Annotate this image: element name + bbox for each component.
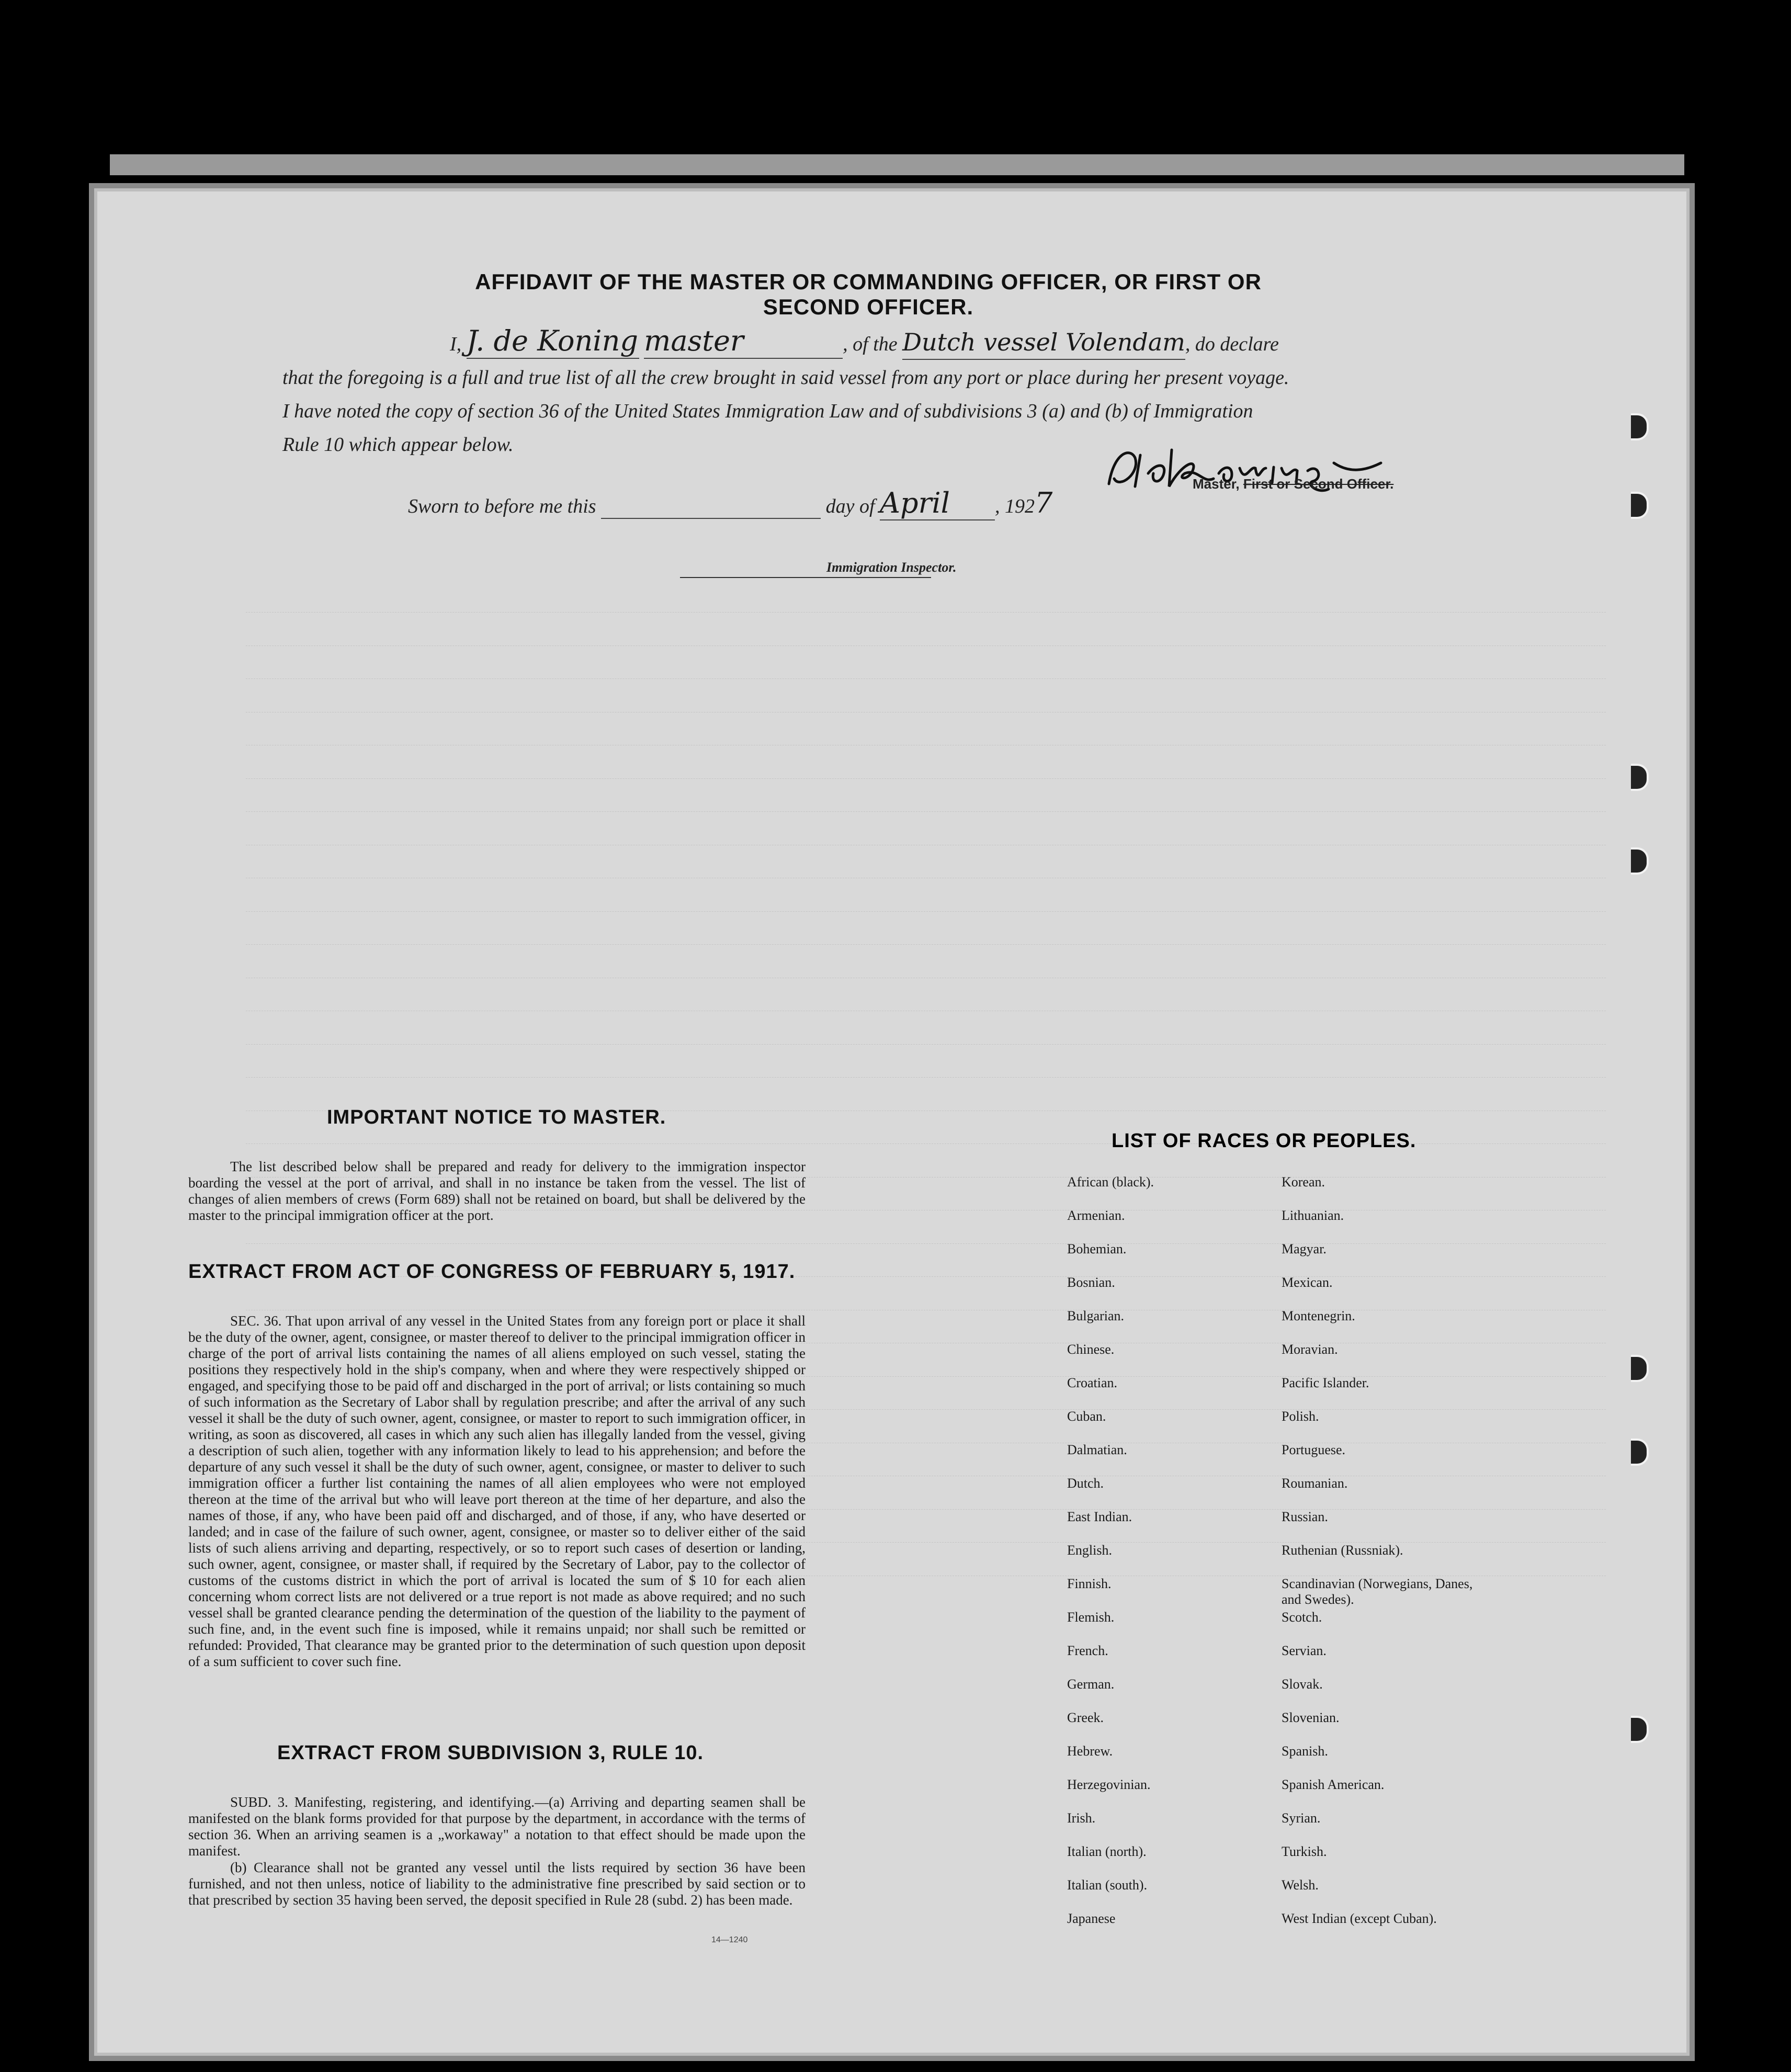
race-item: Armenian. (1067, 1208, 1125, 1223)
rule-extract-body-b: (b) Clearance shall not be granted any vessel until the lists required by section 36 have been furnished, and not then unless, notice of liability to the administrative fine prescribed by said section or to that prescribed by section 35 having been served, the deposit specified in Rule 28 (subd. 2) has been made. (188, 1860, 806, 1908)
ghost-row-line (246, 1077, 1606, 1078)
race-item: Korean. (1282, 1174, 1325, 1190)
race-item: Italian (south). (1067, 1877, 1148, 1893)
affidavit-i: I, (450, 333, 462, 355)
race-item: Italian (north). (1067, 1844, 1147, 1859)
inspector-label: Immigration Inspector. (826, 560, 957, 575)
ghost-row-line (246, 612, 1606, 613)
race-item: Dutch. (1067, 1476, 1104, 1491)
ghost-row-line (246, 811, 1606, 812)
race-item: Ruthenian (Russniak). (1282, 1543, 1403, 1558)
race-item: Bohemian. (1067, 1241, 1127, 1256)
sworn-text: Sworn to before me this (408, 495, 596, 517)
affidavit-title: AFFIDAVIT OF THE MASTER OR COMMANDING OFFICER, OR FIRST OR SECOND OFFICER. (475, 269, 1262, 319)
race-item: Russian. (1282, 1509, 1328, 1524)
race-item: German. (1067, 1677, 1115, 1692)
race-item: Slovenian. (1282, 1710, 1340, 1725)
race-item: Spanish American. (1282, 1777, 1385, 1792)
race-item: Moravian. (1282, 1342, 1338, 1357)
signer-role-struck: First or Second Officer. (1243, 476, 1394, 492)
races-heading: LIST OF RACES OR PEOPLES. (1112, 1130, 1416, 1152)
master-name: J. de Koning (467, 324, 639, 359)
race-item: Herzegovinian. (1067, 1777, 1151, 1792)
race-item: East Indian. (1067, 1509, 1132, 1524)
race-item: Roumanian. (1282, 1476, 1348, 1491)
race-item: Servian. (1282, 1643, 1327, 1658)
sworn-year-prefix: , 192 (995, 495, 1035, 517)
signer-role-master: Master, (1193, 476, 1240, 492)
form-code: 14—1240 (711, 1935, 748, 1944)
race-item: Welsh. (1282, 1877, 1319, 1893)
act-extract-body: SEC. 36. That upon arrival of any vessel in the United States from any foreign port or place it shall be the duty of the owner, agent, consignee, or master thereof to deliver to the principal immigration officer in charge of the port of arrival lists containing the names of all aliens employed on such vessel, stating the positions they respectively hold in the ship's company, when and where they were respectively shipped or engaged, and specifying those to be paid off and discharged in the port of arrival; or lists containing so much of such information as the Secretary of Labor shall by regulation prescribe; and after the arrival of any such vessel it shall be the duty of such owner, agent, consignee, or master to report to such immigration officer, in writing, as soon as discovered, all cases in which any such alien has illegally landed from the vessel, giving a description of such alien, together with any information likely to lead to his apprehension; and before the departure of any such vessel it shall be the duty of such owner, agent, consignee, or master to deliver to such immigration officer a further list containing the names of all alien employees who were not employed thereon at the time of the arrival but who will leave port thereon at the time of her departure, and also the names of those, if any, who have been paid off and discharged, and of those, if any, who have deserted or landed; and in case of the failure of such owner, agent, consignee, or master so to deliver either of the said lists of such aliens arriving and departing, respectively, or so to report such cases of desertion or landing, such owner, agent, consignee, or master shall, if required by the Secretary of Labor, pay to the collector of customs of the customs district in which the port of arrival is located the sum of $ 10 for each alien concerning whom correct lists are not delivered or a true report is not made as above required; and no such vessel shall be granted clearance pending the determination of the question of the liability to the payment of such fine, and, in the event such fine is imposed, while it remains unpaid; nor shall such be remitted or refunded: Provided, That clearance may be granted prior to the determination of such question upon deposit of a sum sufficient to cover such fine. (188, 1313, 806, 1669)
race-item: Turkish. (1282, 1844, 1327, 1859)
race-item: Greek. (1067, 1710, 1104, 1725)
notice-heading: IMPORTANT NOTICE TO MASTER. (327, 1106, 666, 1128)
sworn-day-blank (601, 495, 821, 519)
ghost-row-line (246, 944, 1606, 945)
affidavit-line-2: that the foregoing is a full and true list of all the crew brought in said vessel from any port or place during her present voyage. (282, 367, 1289, 389)
race-item: Spanish. (1282, 1743, 1328, 1759)
race-item: Syrian. (1282, 1810, 1321, 1826)
ghost-row-line (246, 911, 1606, 912)
ghost-row-line (246, 678, 1606, 679)
race-item: Pacific Islander. (1282, 1375, 1369, 1390)
race-item: Dalmatian. (1067, 1442, 1127, 1457)
race-item: Scandinavian (Norwegians, Danes, and Swedes). (1282, 1576, 1473, 1607)
race-item: Irish. (1067, 1810, 1096, 1826)
race-item: Scotch. (1282, 1610, 1322, 1625)
race-item: Finnish. (1067, 1576, 1112, 1591)
race-item: Bulgarian. (1067, 1308, 1125, 1323)
race-item: Chinese. (1067, 1342, 1115, 1357)
affidavit-body (282, 324, 1412, 461)
race-item: Croatian. (1067, 1375, 1118, 1390)
ghost-row-line (246, 1044, 1606, 1045)
notice-body: The list described below shall be prepared and ready for delivery to the immigration inspector boarding the vessel at the port of arrival, and shall in no instance be taken from the vessel. The list of changes of alien members of crews (Form 689) shall not be retained on board, but shall be delivered by the master to the principal immigration officer at the port. (188, 1159, 806, 1223)
affidavit-line-4: Rule 10 which appear below. (282, 434, 514, 456)
act-extract-heading: EXTRACT FROM ACT OF CONGRESS OF FEBRUARY 5, 1917. (188, 1261, 796, 1283)
inspector-signature-line (680, 577, 931, 578)
underlying-sheet (110, 154, 1684, 175)
sworn-year-suffix: 7 (1035, 486, 1053, 519)
master-rank: master (644, 324, 843, 359)
race-item: Bosnian. (1067, 1275, 1115, 1290)
affidavit-line-3: I have noted the copy of section 36 of the United States Immigration Law and of subdivisions 3 (a) and (b) of Immigration (282, 400, 1253, 422)
sworn-month: April (880, 486, 995, 520)
race-item: Magyar. (1282, 1241, 1327, 1256)
rule-extract-heading: EXTRACT FROM SUBDIVISION 3, RULE 10. (277, 1742, 704, 1764)
race-item: Portuguese. (1282, 1442, 1346, 1457)
races-list (1067, 1174, 1486, 1944)
race-item: Montenegrin. (1282, 1308, 1355, 1323)
race-item: Hebrew. (1067, 1743, 1113, 1759)
sworn-line (408, 486, 1350, 520)
race-item: Lithuanian. (1282, 1208, 1344, 1223)
vessel-name: Dutch vessel Volendam (902, 325, 1185, 360)
race-item: Flemish. (1067, 1610, 1115, 1625)
race-item: Mexican. (1282, 1275, 1333, 1290)
race-item: Japanese (1067, 1911, 1116, 1926)
race-item: English. (1067, 1543, 1112, 1558)
affidavit-declare: , do declare (1185, 333, 1279, 355)
day-of-text: day of (825, 495, 875, 517)
race-item: Slovak. (1282, 1677, 1323, 1692)
ghost-row-line (246, 778, 1606, 779)
race-item: Cuban. (1067, 1409, 1106, 1424)
rule-extract-body-a: SUBD. 3. Manifesting, registering, and identifying.—(a) Arriving and departing seamen shall be manifested on the blank forms provided for that purpose by the department, in accordance with the terms of section 36. When an arriving seamen is a „workaway" a notation to that effect should be made upon the manifest. (188, 1794, 806, 1859)
race-item: French. (1067, 1643, 1108, 1658)
race-item: African (black). (1067, 1174, 1154, 1190)
race-item: West Indian (except Cuban). (1282, 1911, 1437, 1926)
race-item: Polish. (1282, 1409, 1319, 1424)
affidavit-of-the: , of the (843, 333, 898, 355)
affidavit-line-1 (282, 324, 1412, 361)
